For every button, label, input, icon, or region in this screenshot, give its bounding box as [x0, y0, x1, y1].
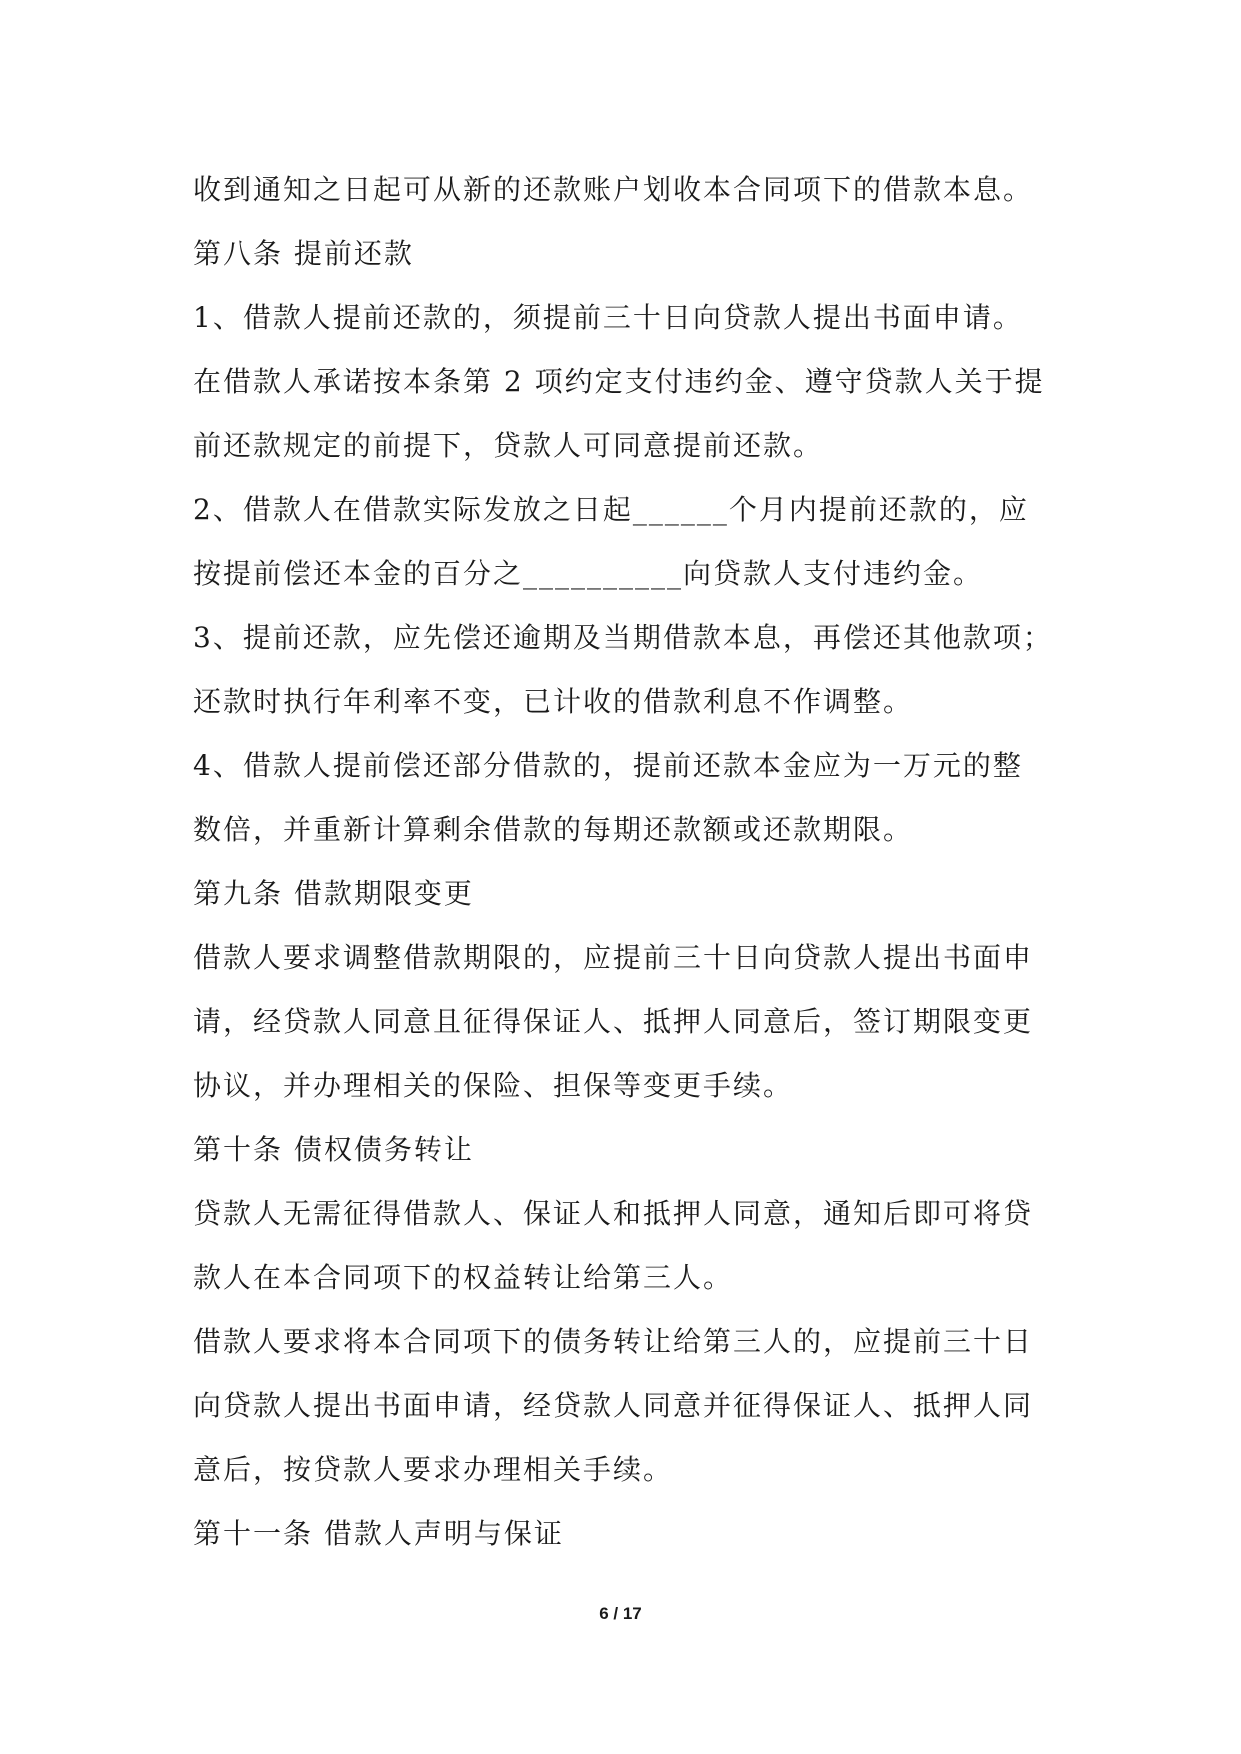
page-number: 6 / 17	[599, 1604, 642, 1623]
document-body	[193, 158, 1093, 1566]
text-line: 贷款人无需征得借款人、保证人和抵押人同意，通知后即可将贷	[193, 1197, 1034, 1230]
section-heading: 第九条 借款期限变更	[193, 877, 474, 910]
text-line: 4、借款人提前偿还部分借款的，提前还款本金应为一万元的整	[193, 749, 1023, 782]
text-line: 借款人要求将本合同项下的债务转让给第三人的，应提前三十日	[193, 1325, 1034, 1358]
text-line: 在借款人承诺按本条第 2 项约定支付违约金、遵守贷款人关于提	[193, 365, 1045, 398]
text-line: 按提前偿还本金的百分之__________向贷款人支付违约金。	[193, 557, 984, 590]
text-line: 数倍，并重新计算剩余借款的每期还款额或还款期限。	[193, 813, 914, 846]
text-line: 借款人要求调整借款期限的，应提前三十日向贷款人提出书面申	[193, 941, 1034, 974]
section-heading: 第十一条 借款人声明与保证	[193, 1517, 564, 1550]
text-line: 1、借款人提前还款的，须提前三十日向贷款人提出书面申请。	[193, 301, 1023, 334]
text-line: 2、借款人在借款实际发放之日起______个月内提前还款的，应	[193, 493, 1029, 526]
section-heading: 第八条 提前还款	[193, 237, 414, 270]
text-line: 还款时执行年利率不变，已计收的借款利息不作调整。	[193, 685, 914, 718]
text-line: 前还款规定的前提下，贷款人可同意提前还款。	[193, 429, 824, 462]
text-line: 请，经贷款人同意且征得保证人、抵押人同意后，签订期限变更	[193, 1005, 1034, 1038]
text-line: 收到通知之日起可从新的还款账户划收本合同项下的借款本息。	[193, 173, 1034, 206]
text-line: 向贷款人提出书面申请，经贷款人同意并征得保证人、抵押人同	[193, 1389, 1034, 1422]
section-heading: 第十条 债权债务转让	[193, 1133, 474, 1166]
text-line: 协议，并办理相关的保险、担保等变更手续。	[193, 1069, 794, 1102]
text-line: 款人在本合同项下的权益转让给第三人。	[193, 1261, 734, 1294]
text-line: 意后，按贷款人要求办理相关手续。	[193, 1453, 674, 1486]
text-line: 3、提前还款，应先偿还逾期及当期借款本息，再偿还其他款项；	[193, 621, 1053, 654]
